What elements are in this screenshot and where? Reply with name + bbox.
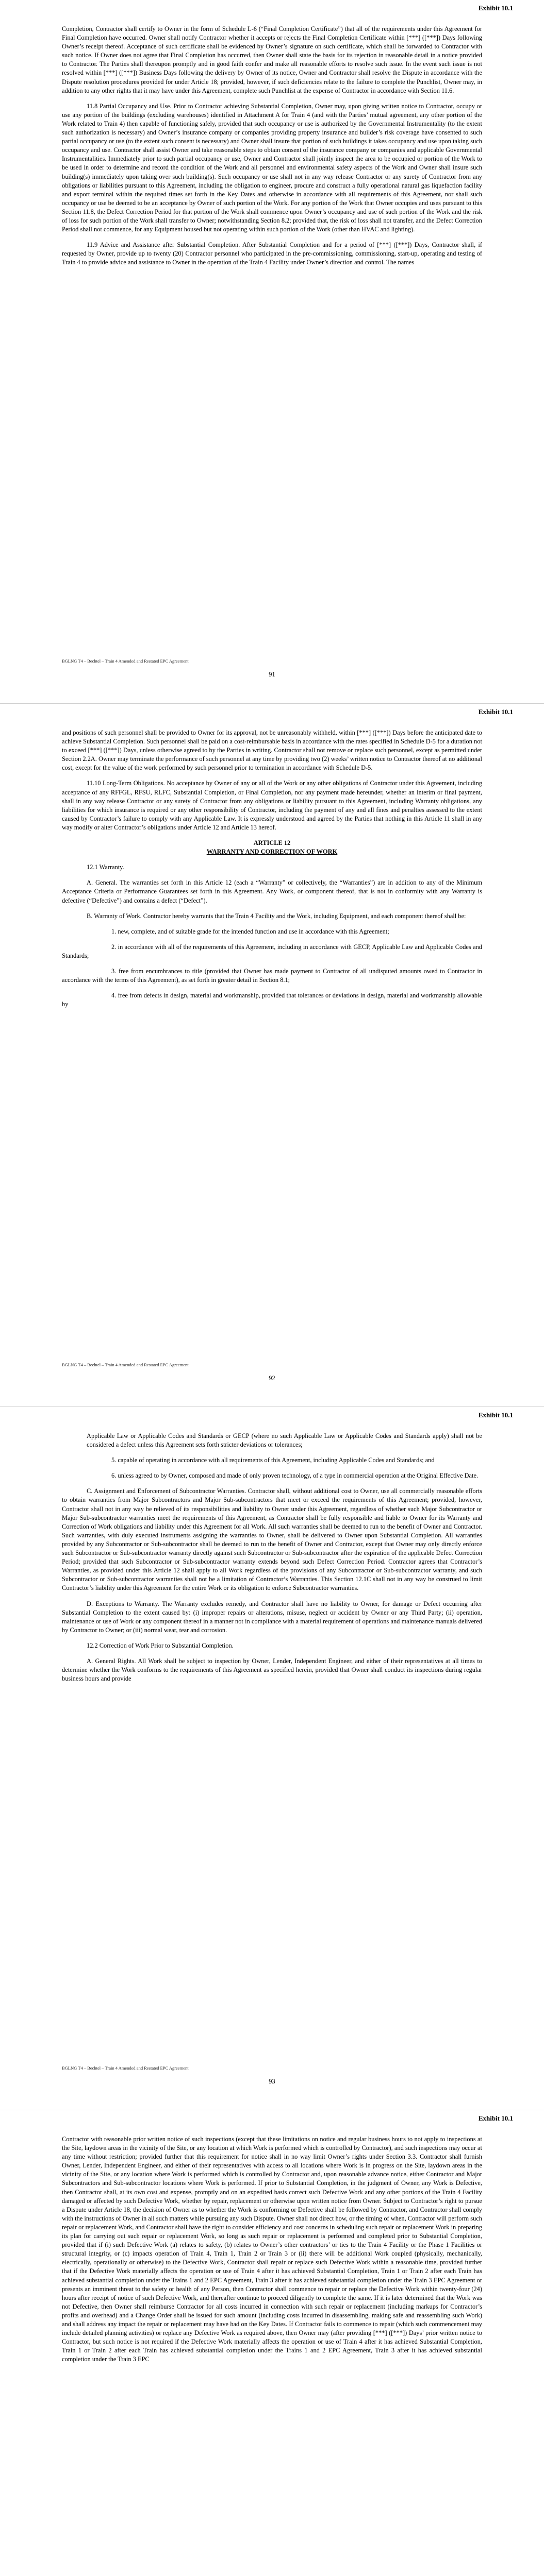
exhibit-label: Exhibit 10.1 bbox=[478, 708, 513, 716]
paragraph: Completion, Contractor shall certify to Owner in the form of Schedule L-6 (“Final Completion Certificate”) that all of the requirements under this Agreement for Final Completion have occurred. Owner shall notify Contractor whether it accepts or rejects the Final Completion Certificate within [***] ([***]) Days following Owner’s receipt thereof. Acceptance of such certificate shall be evidenced by Owner’s signature on such certificate, which shall be forwarded to Contractor with such notice. If Owner does not agree that Final Completion has occurred, then Owner shall state the basis for its rejection in reasonable detail in a notice provided to Contractor. The Parties shall thereupon promptly and in good faith confer and make all reasonable efforts to resolve such issue. In the event such issue is not resolved within [***] ([***]) Business Days following the delivery by Owner of its notice, Owner and Contractor shall resolve the Dispute in accordance with the Dispute resolution procedures provided for under Article 18; provided, however, if such deficiencies relate to the failure to complete the Punchlist, Owner may, in addition to any other rights that it may have under this Agreement, complete such Punchlist at the expense of Contractor in accordance with Section 11.6. bbox=[62, 25, 482, 94]
page-number: 92 bbox=[269, 1375, 275, 1382]
paragraph: 11.8 Partial Occupancy and Use. Prior to Contractor achieving Substantial Completion, Owner may, upon giving written notice to Contractor, occupy or use any portion of the buildings (excluding warehouses) identified in Attachment A for Train 4 (and with the Parties’ mutual agreement, any other portion of the Work related to Train 4) then capable of functioning safely, provided that such occupancy or use is authorized by the Governmental Instrumentality (to the extent such authorization is necessary) and Owner’s insurance company or companies providing property insurance and builder’s risk coverage have consented to such partial occupancy or use (to the extent such consent is necessary) and Owner shall insure that portion of such buildings it takes occupancy and use upon taking such occupancy and use. Contractor shall assist Owner and take reasonable steps to obtain consent of the insurance company or companies and applicable Governmental Instrumentalities. Immediately prior to such partial occupancy or use, Owner and Contractor shall jointly inspect the area to be occupied or portion of the Work to be used in order to determine and record the condition of the Work and all personnel and environmental safety aspects of the Work and Owner shall insure such building(s) immediately upon taking over such building(s). Such occupancy or use shall not in any way release Contractor or any surety of Contractor from any obligations or liabilities pursuant to this Agreement, including the obligation to engineer, procure and construct a fully operational natural gas liquefaction facility and export terminal within the required times set forth in the Key Dates and otherwise in accordance with all requirements of this Agreement, nor shall such occupancy or use be deemed to be an acceptance by Owner of such portion of the Work. For any portion of the Work that Owner occupies and uses pursuant to this Section 11.8, the Defect Correction Period for that portion of the Work shall commence upon Owner’s occupancy and use of such portion of the Work and the risk of loss for such portion of the Work shall transfer to Owner; notwithstanding Section 8.2; provided that, the risk of loss shall not transfer, and the Defect Correction Period shall not commence, for any Equipment housed but not operating within such portion of the Work (other than HVAC and lighting). bbox=[62, 102, 482, 233]
section-heading: 12.2 Correction of Work Prior to Substantial Completion. bbox=[87, 1641, 234, 1649]
paragraph: D. Exceptions to Warranty. The Warranty excludes remedy, and Contractor shall have no liability to Owner, for damage or Defect occurring after Substantial Completion to the extent caused by: (i) improper repairs or alterations, misuse, neglect or accident by Owner or any Third Party; (ii) operation, maintenance or use of Work or any component thereof in a manner not in compliance with a material requirement of operations and maintenance manuals delivered by Contractor to Owner; or (iii) normal wear, tear and corrosion. bbox=[62, 1600, 482, 1634]
page-94 bbox=[0, 2110, 544, 2576]
page-number: 93 bbox=[269, 2078, 275, 2085]
exhibit-label: Exhibit 10.1 bbox=[478, 2114, 513, 2122]
paragraph: A. General Rights. All Work shall be subject to inspection by Owner, Lender, Independent Engineer, and either of their representatives at all times to determine whether the Work conforms to the requirements of this Agreement as specified herein, provided that Owner shall conduct its inspections during regular business hours and provide bbox=[62, 1657, 482, 1683]
page-footer: BGLNG T4 – Bechtel – Train 4 Amended and Restated EPC Agreement bbox=[62, 1362, 189, 1367]
article-number: ARTICLE 12 bbox=[253, 839, 291, 847]
paragraph: Applicable Law or Applicable Codes and Standards or GECP (where no such Applicable Law or Applicable Codes and Standards apply) shall not be considered a defect unless this Agreement sets forth stricter deviations or tolerances; bbox=[87, 1432, 482, 1449]
paragraph: and positions of such personnel shall be provided to Owner for its approval, not be unreasonably withheld, within [***] ([***]) Days before the anticipated date to achieve Substantial Completion. Such personnel shall be paid on a cost-reimbursable basis in accordance with the rates specified in Schedule D-5 for a duration not to exceed [***] ([***]) Days, unless otherwise agreed to by the Parties in writing. Contractor shall not remove or replace such personnel, except as permitted under Section 2.2A. Owner may terminate the performance of such personnel at any time by providing two (2) weeks’ written notice to Contractor thereof at no additional cost, except for the value of the work performed by such personnel prior to termination in accordance with Schedule D-5. bbox=[62, 729, 482, 772]
page-92 bbox=[0, 703, 544, 1406]
paragraph: 11.9 Advice and Assistance after Substantial Completion. After Substantial Completion and for a period of [***] ([***]) Days, Contractor shall, if requested by Owner, provide up to twenty (20) Contractor personnel who participated in the pre-commissioning, commissioning, start-up, operating and testing of Train 4 to provide advice and assistance to Owner in the operation of the Train 4 Facility under Owner’s direction and control. The names bbox=[62, 241, 482, 266]
paragraph: A. General. The warranties set forth in this Article 12 (each a “Warranty” or collectively, the “Warranties”) are in addition to any of the Minimum Acceptance Criteria or Performance Guarantees set forth in this Agreement. Any Work, or component thereof, that is not in conformity with any Warranty is defective (“Defective”) and contains a defect (“Defect”). bbox=[62, 879, 482, 904]
page-content bbox=[62, 25, 482, 274]
page-93 bbox=[0, 1406, 544, 2110]
list-item: 2. in accordance with all of the requirements of this Agreement, including in accordance with GECP, Applicable Law and Applicable Codes and Standards; bbox=[62, 943, 482, 959]
exhibit-label: Exhibit 10.1 bbox=[478, 4, 513, 12]
page-content bbox=[62, 1432, 482, 1690]
page-footer: BGLNG T4 – Bechtel – Train 4 Amended and Restated EPC Agreement bbox=[62, 2065, 189, 2071]
list-item: 4. free from defects in design, material and workmanship, provided that tolerances or deviations in design, material and workmanship allowable by bbox=[62, 992, 482, 1008]
paragraph: 11.10 Long-Term Obligations. No acceptance by Owner of any or all of the Work or any other obligations of Contractor under this Agreement, including acceptance of any RFFGL, RFSU, RLFC, Substantial Completion, or Final Completion, nor any payment made hereunder, whether an interim or final payment, shall in any way release Contractor or any surety of Contractor from any obligations or liability pursuant to this Agreement, including Warranty obligations, any liabilities for which insurance is required or any other responsibility of Contractor, including the payment of any and all fines and penalties assessed to the extent caused by Contractor’s failure to comply with any Applicable Law. It is expressly understood and agreed by the Parties that nothing in this Article 11 shall in any way modify or alter Contractor’s obligations under Article 12 and Article 13 hereof. bbox=[62, 779, 482, 831]
list-item: 3. free from encumbrances to title (provided that Owner has made payment to Contractor of all undisputed amounts owed to Contractor in accordance with the terms of this Agreement), as set forth in greater detail in Section 8.1; bbox=[62, 967, 482, 984]
article-title: WARRANTY AND CORRECTION OF WORK bbox=[206, 848, 338, 856]
paragraph: C. Assignment and Enforcement of Subcontractor Warranties. Contractor shall, without additional cost to Owner, use all commercially reasonable efforts to obtain warranties from Major Subcontractors and Major Sub-subcontractors that meet or exceed the requirements of this Agreement; provided, however, Contractor shall not in any way be relieved of its responsibilities and liability to Owner under this Agreement, regardless of whether such Major Subcontractor or Major Sub-subcontractor warranties meet the requirements of this Agreement, as Contractor shall be fully responsible and liable to Owner for its Warranty and Correction of Work obligations and liability under this Agreement for all Work. All such warranties shall be deemed to run to the benefit of Owner and Contractor. Such warranties, with duly executed instruments assigning the warranties to Owner, shall be delivered to Owner upon Substantial Completion. All warranties provided by any Subcontractor or Sub-subcontractor shall be deemed to run to the benefit of Owner and Contractor, except that Owner may only directly enforce such Subcontractor or Sub-subcontractor warranty directly against such Subcontractor or Sub-subcontractor after the expiration of the applicable Defect Correction Period; provided that such Subcontractor or Sub-subcontractor warranty extends beyond such Defect Correction Period. Contractor agrees that Contractor’s Warranties, as provided under this Article 12 shall apply to all Work regardless of the provisions of any Subcontractor or Sub-subcontractor warranty, and such Subcontractor or Sub-subcontractor warranties shall not be a limitation of Contractor’s Warranties. This Section 12.1C shall not in any way be construed to limit Contractor’s liability under this Agreement for the entire Work or its obligation to enforce Subcontractor warranties. bbox=[62, 1487, 482, 1592]
page-number: 91 bbox=[269, 671, 275, 678]
page-91 bbox=[0, 0, 544, 703]
page-content bbox=[62, 728, 482, 1015]
paragraph: Contractor with reasonable prior written notice of such inspections (except that these limitations on notice and regular business hours to not apply to inspections at the Site, laydown areas in the vicinity of the Site, or any location at which Work is performed which is controlled by Contractor), and such inspections may occur at any time without restriction; provided further that this requirement for notice shall in no way limit Owner’s rights under Section 3.3. Contractor shall furnish Owner, Lender, Independent Engineer, and either of their representatives with access to all locations where Work is in progress on the Site, laydown areas in the vicinity of the Site, or any location where Work is performed which is controlled by Contractor and, upon reasonable advance notice, either Contractor and Major Subcontractors and Sub-subcontractor locations where Work is performed. If prior to Substantial Completion, in the judgment of Owner, any Work is Defective, then Contractor shall, at its own cost and expense, promptly and on an expedited basis correct such Defective Work and any other portions of the Train 4 Facility damaged or affected by such Defective Work, whether by repair, replacement or otherwise upon written notice from Owner. Subject to Contractor’s right to pursue a Dispute under Article 18, the decision of Owner as to whether the Work is conforming or Defective shall be followed by Contractor, and Contractor shall comply with the instructions of Owner in all such matters while pursuing any such Dispute. Owner shall not direct how, or the timing of when, Contractor will perform such repair or replacement Work, and Contractor shall have the right to consider efficiency and cost concerns in scheduling such repair or replacement Work in preparing its plan for carrying out such repair or replacement Work, so long as such repair or replacement is performed and completed prior to Substantial Completion, provided that if (i) such Defective Work (a) relates to safety, (b) relates to Owner’s other contractors’ or ties to the Train 4 Facility or the Phase 1 Facilities or structural integrity, or (c) impacts operation of Train 4, Train 1, Train 2 or Train 3 or (ii) there will be additional Work coupled (physically, mechanically, electrically, operationally or otherwise) to the Defective Work, Contractor shall repair or replace such Defective Work within a reasonable time, provided further that if the Defective Work materially affects the operation or use of Train 4 after it has achieved Substantial Completion, Train 1 or Train 2 after each Train has achieved substantial completion under the Trains 1 and 2 EPC Agreement, Train 3 after it has achieved substantial completion under the Train 3 EPC Agreement or presents an imminent threat to the safety or health of any Person, then Contractor shall commence to repair or replace the Defective Work within twenty-four (24) hours after receipt of notice of such Defective Work, and thereafter continue to proceed diligently to complete the same. If it is later determined that the Work was not Defective, then Owner shall reimburse Contractor for all costs incurred in connection with such repair or replacement (including markups for Contractor’s profits and overhead) and a Change Order shall be issued for such amount (including costs incurred in disassembling, making safe and reassembling such Work) and shall address any impact the repair or replacement may have had on the Key Dates. If Contractor fails to commence to repair (which such commencement may include detailed planning activities) or replace any Defective Work as required above, then Owner may (after providing [***] ([***]) Days’ prior written notice to Contractor, but such notice is not required if the Defective Work materially affects the operation or use of Train 4 after it has achieved Substantial Completion, Train 1 or Train 2 after each Train has achieved substantial completion under the Trains 1 and 2 EPC Agreement, Train 3 after it has achieved substantial completion under the Train 3 EPC bbox=[62, 2136, 482, 2363]
page-footer: BGLNG T4 – Bechtel – Train 4 Amended and Restated EPC Agreement bbox=[62, 658, 189, 664]
list-item: 5. capable of operating in accordance with all requirements of this Agreement, including Applicable Codes and Standards; and bbox=[111, 1456, 435, 1464]
list-item: 1. new, complete, and of suitable grade for the intended function and use in accordance with this Agreement; bbox=[111, 927, 389, 935]
page-content bbox=[62, 2135, 482, 2370]
paragraph: B. Warranty of Work. Contractor hereby warrants that the Train 4 Facility and the Work, including Equipment, and each component thereof shall be: bbox=[87, 912, 466, 920]
article-heading bbox=[62, 839, 482, 856]
exhibit-label: Exhibit 10.1 bbox=[478, 1411, 513, 1419]
list-item: 6. unless agreed to by Owner, composed and made of only proven technology, of a type in commercial operation at the Original Effective Date. bbox=[111, 1472, 479, 1480]
section-heading: 12.1 Warranty. bbox=[87, 863, 124, 871]
